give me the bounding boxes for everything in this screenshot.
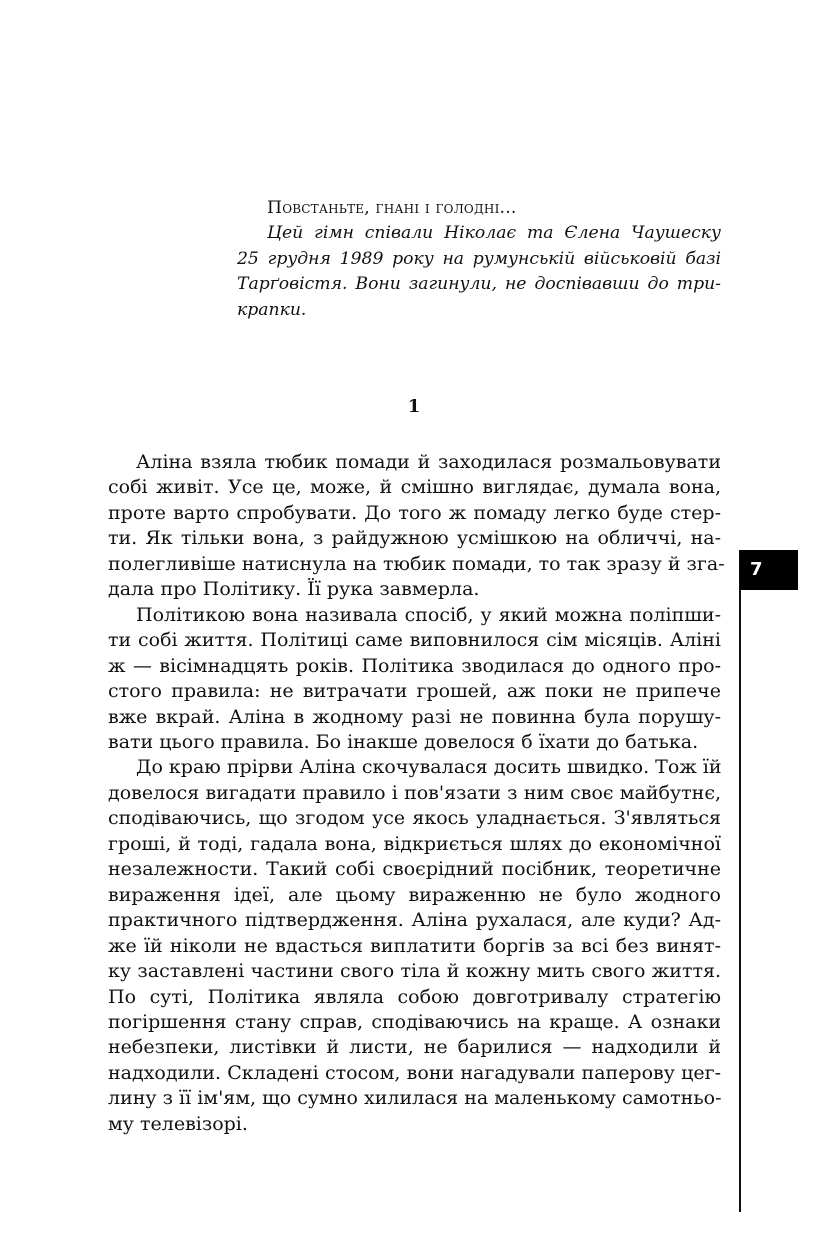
text-line: собі живіт. Усе це, може, й смішно виглядає, думала вона, [108, 476, 721, 499]
text-line: незалежности. Такий собі своєрідний посібник, теоретичне [108, 858, 721, 881]
text-line: же їй ніколи не вдасться виплатити боргів за всі без винят- [108, 934, 721, 957]
margin-rule [739, 550, 741, 1212]
epigraph-note-line: Тарґовістя. Вони загинули, не доспівавши до три- [237, 274, 721, 295]
text-line: сподіваючись, що згодом усе якось уладнається. З'являться [108, 807, 721, 830]
body-text [108, 450, 725, 1137]
text-line: ж — вісімнадцять років. Політика зводилася до одного про- [108, 654, 721, 677]
page-number-tab: 7 [740, 550, 798, 590]
text-line: небезпеки, листівки й листи, не барилися — надходили й [108, 1036, 721, 1059]
text-line: довелося вигадати правило і пов'язати з ним своє майбутнє, [108, 781, 721, 804]
text-line: погіршення стану справ, сподіваючись на краще. А ознаки [108, 1010, 721, 1033]
epigraph-note-line: Цей гімн співали Ніколає та Єлена Чаушеску [267, 223, 721, 244]
text-line: дала про Політику. Її рука завмерла. [108, 578, 480, 601]
text-line: Аліна взяла тюбик помади й заходилася розмальовувати [136, 451, 721, 473]
text-line: вати цього правила. Бо інакше довелося б їхати до батька. [108, 730, 699, 753]
text-line: ти. Як тільки вона, з райдужною усмішкою на обличчі, на- [108, 527, 721, 550]
text-line: Політикою вона називала спосіб, у який можна поліпши- [136, 603, 721, 626]
text-line: полегливіше натиснула на тюбик помади, то так зразу й зга- [108, 552, 725, 575]
text-line: ти собі життя. Політиці саме виповнилося сім місяців. Аліні [108, 629, 721, 652]
epigraph-note-line: 25 грудня 1989 року на румунській військовій базі [237, 248, 721, 269]
text-line: По суті, Політика являла собою довготривалу стратегію [108, 985, 721, 1008]
text-line: му телевізорі. [108, 1112, 248, 1135]
epigraph [237, 196, 721, 323]
text-line: практичного підтвердження. Аліна рухалася, але куди? Ад- [108, 909, 721, 932]
text-line: проте варто спробувати. До того ж помаду легко буде стер- [108, 501, 721, 524]
text-line: вже вкрай. Аліна в жодному разі не повинна була порушу- [108, 705, 721, 728]
epigraph-note-line: крапки. [237, 299, 307, 320]
text-line: ку заставлені частини свого тіла й кожну мить свого життя. [108, 960, 721, 983]
text-line: стого правила: не витрачати грошей, аж поки не припече [108, 680, 721, 703]
text-line: лину з її ім'ям, що сумно хилилася на маленькому самотньо- [108, 1087, 722, 1110]
epigraph-title: Повстаньте, гнані і голодні... [267, 198, 517, 218]
text-line: вираження ідеї, але цьому вираженню не було жодного [108, 883, 721, 906]
text-line: гроші, й тоді, гадала вона, відкриється шлях до економічної [108, 832, 721, 855]
text-line: До краю прірви Аліна скочувалася досить швидко. Тож їй [136, 756, 722, 779]
chapter-number: 1 [407, 396, 421, 417]
text-line: надходили. Складені стосом, вони нагадували паперову цег- [108, 1061, 721, 1084]
